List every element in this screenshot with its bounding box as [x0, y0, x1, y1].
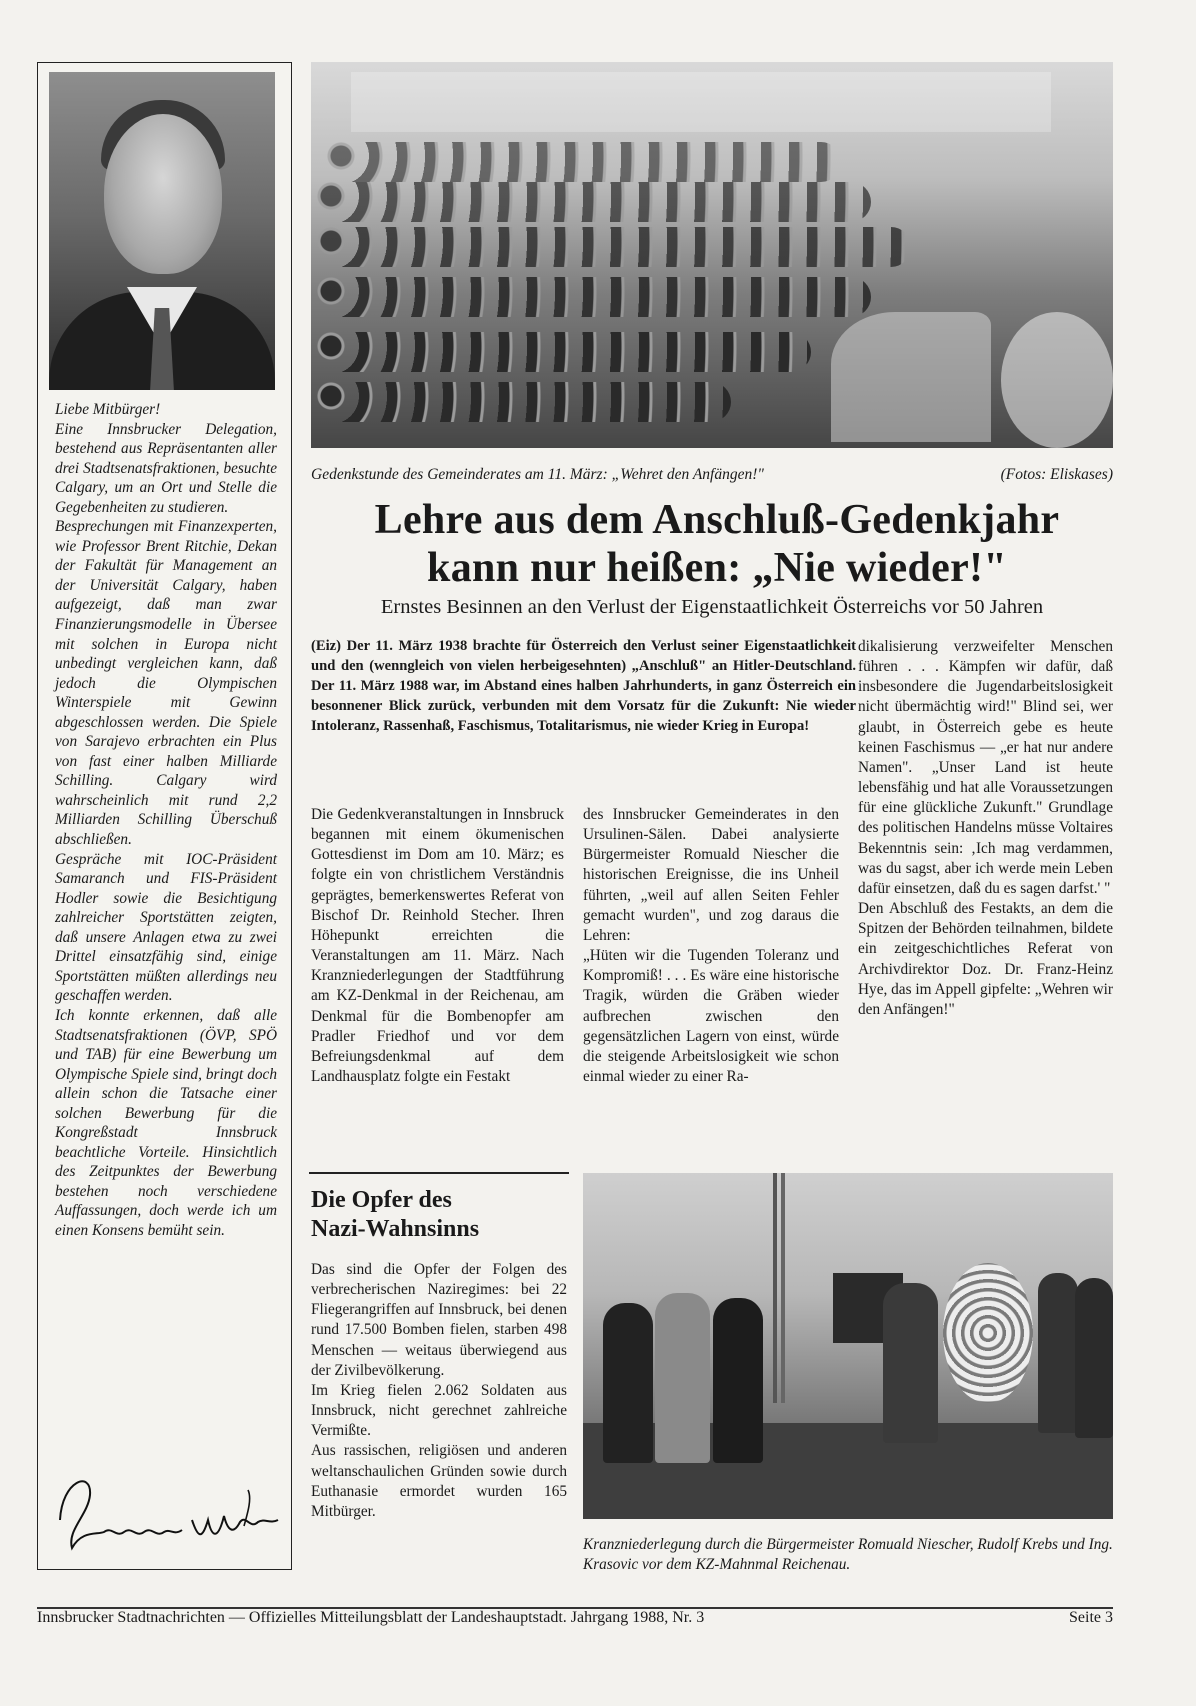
photo-caption: [311, 466, 1113, 484]
photo-credit: (Fotos: Eliskases): [1000, 466, 1113, 483]
column-paragraph: des Innsbrucker Gemeinderates in den Ursulinen-Sälen. Dabei analysierte Bürgermeister Romuald Niescher die historischen Ereignisse, die ins Unheil führten, „weil auf allen Seiten Fehler gemacht wurden", und zog daraus die Lehren:: [583, 806, 839, 944]
headline-line-1: Lehre aus dem Anschluß-Gedenkjahr: [374, 497, 1060, 543]
article-column-3: [858, 637, 1113, 1020]
editorial-paragraph: Gespräche mit IOC-Präsident Samaranch und FIS-Präsident Hodler sowie die Besichtigung zahlreicher Sportstätten zeigten, daß unsere Anlagen etwa zu zwei Drittel einsatzfähig sind, einige Sportstätten müßten allerdings neu geschaffen werden.: [55, 850, 277, 1005]
column-paragraph: Die Gedenkveranstaltungen in Innsbruck begannen mit einem ökumenischen Gottesdienst im Dom am 10. März; es folgte ein von christlichem Verständnis geprägtes, bemerkenswertes Referat von Bischof Dr. Reinhold Stecher. Ihren Höhepunkt erreichten die Veranstaltungen am 11. März. Nach Kranzniederlegungen der Stadtführung am KZ-Denkmal in der Reichenau, am Denkmal für die Bombenopfer am Pradler Friedhof und vor dem Befreiungsdenkmal auf dem Landhausplatz folgte ein Festakt: [311, 806, 564, 1086]
opfer-headline-line-1: Die Opfer des: [311, 1187, 452, 1213]
editorial-paragraph: Besprechungen mit Finanzexperten, wie Professor Brent Ritchie, Dekan der Fakultät für Management an der Universität Calgary, haben aufgezeigt, daß man zwar Finanzierungsmodelle in Übersee mit solchen in Europa nicht unbedingt vergleichen kann, daß jedoch die Olympischen Winterspiele mit Gewinn abgeschlossen werden. Die Spiele von Sarajevo erbrachten ein Plus von fast einer halben Milliarde Schilling. Calgary wird wahrscheinlich mit rund 2,2 Milliarden Schilling Überschuß abschließen.: [55, 518, 277, 849]
opfer-paragraph: Aus rassischen, religiösen und anderen weltanschaulichen Gründen sowie durch Euthanasie ermordet wurden 165 Mitbürger.: [311, 1442, 567, 1520]
footer-publication-info: Innsbrucker Stadtnachrichten — Offizielles Mitteilungsblatt der Landeshauptstadt. Jahrgang 1988, Nr. 3: [37, 1609, 705, 1626]
council-ceremony-photo: [311, 62, 1113, 448]
headline-line-2: kann nur heißen: „Nie wieder!": [427, 545, 1007, 591]
opfer-headline-line-2: Nazi-Wahnsinns: [311, 1216, 480, 1242]
article-lead: (Eiz) Der 11. März 1938 brachte für Österreich den Verlust seiner Eigenstaatlichkeit und den (wenngleich von vielen herbeigesehnten) „Anschluß" an Hitler-Deutschland. Der 11. März 1988 war, im Abstand eines halben Jahrhunderts, in ganz Österreich ein besonnener Blick zurück, verbunden mit dem Vorsatz für die Zukunft: Nie wieder Intoleranz, Rassenhaß, Faschismus, Totalitarismus, nie wieder Krieg in Europa!: [311, 638, 856, 734]
photo-caption: Kranzniederlegung durch die Bürgermeister Romuald Niescher, Rudolf Krebs und Ing. Krasovic vor dem KZ-Mahnmal Reichenau.: [583, 1536, 1113, 1573]
article-subheadline: Ernstes Besinnen an den Verlust der Eigenstaatlichkeit Österreichs vor 50 Jahren: [380, 596, 1044, 618]
opfer-paragraph: Das sind die Opfer der Folgen des verbrecherischen Naziregimes: bei 22 Fliegerangriffen auf Innsbruck, bei denen rund 17.500 Bomben fielen, starben 498 Menschen — weitaus überwiegend aus der Zivilbevölkerung.: [311, 1261, 567, 1379]
editorial-text: [55, 400, 277, 1241]
opfer-headline: [311, 1186, 567, 1244]
column-paragraph: Den Abschluß des Festakts, an dem die Spitzen der Behörden teilnahmen, bildete ein zeitgeschichtliches Referat von Archivdirektor Doz. Dr. Franz-Heinz Hye, das im Appell gipfelte: „Wehren wir den Anfängen!": [858, 900, 1113, 1018]
column-paragraph: „Hüten wir die Tugenden Toleranz und Kompromiß! . . . Es wäre eine historische Tragik, würden die Gräben wieder aufbrechen zwischen den gegensätzlichen Lagern von einst, würde die steigende Arbeitslosigkeit wie schon einmal wieder zu einer Ra-: [583, 947, 839, 1086]
footer-page-number: Seite 3: [1069, 1609, 1113, 1626]
wreath-laying-photo: [583, 1173, 1113, 1519]
photo-caption-text: Gedenkstunde des Gemeinderates am 11. März: „Wehret den Anfängen!": [311, 466, 764, 483]
portrait-face: [104, 114, 222, 274]
opfer-text: [311, 1260, 567, 1522]
mayor-portrait-photo: [49, 72, 275, 390]
article-headline: [311, 496, 1123, 592]
article-column-2: [583, 805, 839, 1087]
article-column-1: [311, 805, 564, 1087]
column-paragraph: dikalisierung verzweifelter Menschen führen . . . Kämpfen wir dafür, daß insbesondere die Jugendarbeitslosigkeit nicht übermächtig wird!" Blind sei, wer glaubt, in Österreich gebe es heute keinen Faschismus — „er hat nur andere Namen". „Unser Land ist heute lebensfähig und hat alle Voraussetzungen für eine glückliche Zukunft." Grundlage des politischen Handelns müsse Voltaires Bekenntnis sein: ‚Ich mag verdammen, was du sagst, aber ich werde mein Leben dafür einsetzen, daß du es sagen darfst.' ": [858, 638, 1113, 897]
handwritten-signature: [52, 1460, 282, 1555]
opfer-rule: [309, 1172, 569, 1174]
editorial-paragraph: Ich konnte erkennen, daß alle Stadtsenatsfraktionen (ÖVP, SPÖ und TAB) für eine Bewerbung um Olympische Spiele sind, bringt doch allein schon die Tatsache einer solchen Bewerbung für die Kongreßstadt Innsbruck beachtliche Vorteile. Hinsichtlich des Zeitpunktes der Bewerbung bestehen noch verschiedene Auffassungen, doch werde ich um einen Konsens bemüht sein.: [55, 1006, 277, 1239]
editorial-greeting: Liebe Mitbürger!: [55, 401, 161, 418]
editorial-paragraph: Eine Innsbrucker Delegation, bestehend aus Repräsentanten aller drei Stadtsenatsfraktionen, besuchte Calgary, um an Ort und Stelle die Gegebenheiten zu studieren.: [55, 420, 277, 516]
opfer-paragraph: Im Krieg fielen 2.062 Soldaten aus Innsbruck, nicht gerechnet zahlreiche Vermißte.: [311, 1381, 567, 1440]
